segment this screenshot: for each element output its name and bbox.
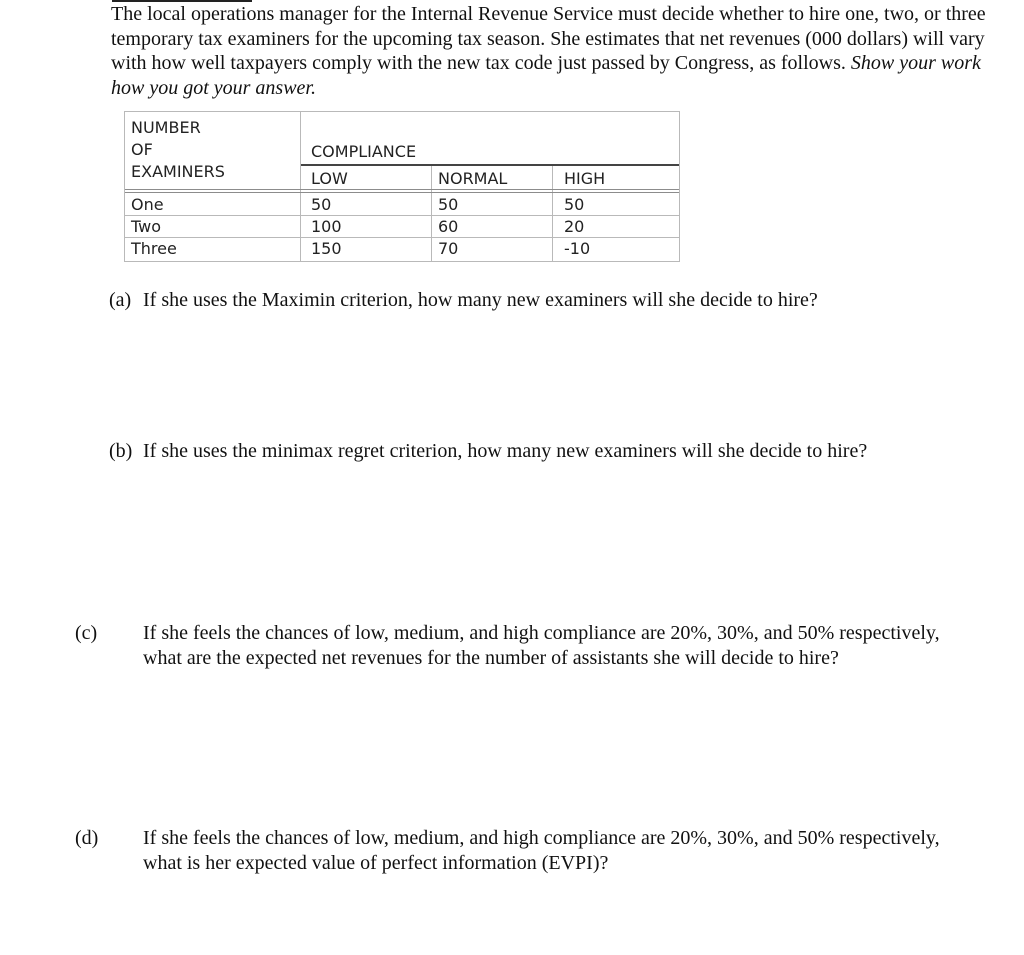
compliance-rule [301, 164, 679, 166]
stub-header-line: NUMBER [131, 118, 201, 137]
table-divider [431, 165, 432, 261]
row-divider [125, 237, 679, 238]
problem-statement [111, 2, 1001, 100]
column-header-high: HIGH [564, 169, 606, 188]
question-text: If she feels the chances of low, medium, and high compliance are 20%, 30%, and 50% respectively, what is her expected value of perfect information (EVPI)? [143, 827, 940, 874]
header-double-rule [125, 189, 679, 193]
column-header-low: LOW [311, 169, 348, 188]
payoff-table [124, 111, 680, 262]
question-a [109, 288, 989, 313]
stub-header-line: OF [131, 140, 153, 159]
table-cell: 50 [311, 195, 332, 214]
compliance-header: COMPLIANCE [311, 142, 417, 161]
row-divider [125, 215, 679, 216]
examiners-header [131, 117, 225, 183]
question-text: If she uses the minimax regret criterion, how many new examiners will she decide to hire? [143, 440, 868, 462]
table-cell: 100 [311, 217, 342, 236]
intro-text: The local operations manager for the Internal Revenue Service must decide whether to hire one, two, or three temporary tax examiners for the upcoming tax season. She estimates that net revenues (000 dollars) will vary with how well taxpayers comply with the new tax code just passed by Congress, as follows. [111, 3, 986, 74]
table-divider [300, 112, 301, 261]
question-label: (d) [75, 827, 99, 849]
instruction-text: Show your work how you got your answer. [111, 52, 981, 99]
question-d [75, 826, 973, 875]
row-label-three: Three [131, 239, 177, 258]
question-label: (b) [109, 440, 133, 462]
question-label: (a) [109, 289, 132, 311]
row-label-one: One [131, 195, 164, 214]
table-cell: 50 [438, 195, 459, 214]
question-text: If she uses the Maximin criterion, how many new examiners will she decide to hire? [143, 289, 818, 311]
table-cell: 60 [438, 217, 459, 236]
question-label: (c) [75, 622, 98, 644]
column-header-normal: NORMAL [438, 169, 508, 188]
table-cell: 20 [564, 217, 585, 236]
question-c [75, 621, 973, 670]
table-cell: 70 [438, 239, 459, 258]
row-label-two: Two [131, 217, 161, 236]
table-cell: 150 [311, 239, 342, 258]
table-divider [552, 165, 553, 261]
table-cell: -10 [564, 239, 591, 258]
question-text: If she feels the chances of low, medium, and high compliance are 20%, 30%, and 50% respectively, what are the expected net revenues for the number of assistants she will decide to hire? [143, 622, 940, 669]
question-b [109, 439, 989, 464]
table-cell: 50 [564, 195, 585, 214]
stub-header-line: EXAMINERS [131, 162, 225, 181]
